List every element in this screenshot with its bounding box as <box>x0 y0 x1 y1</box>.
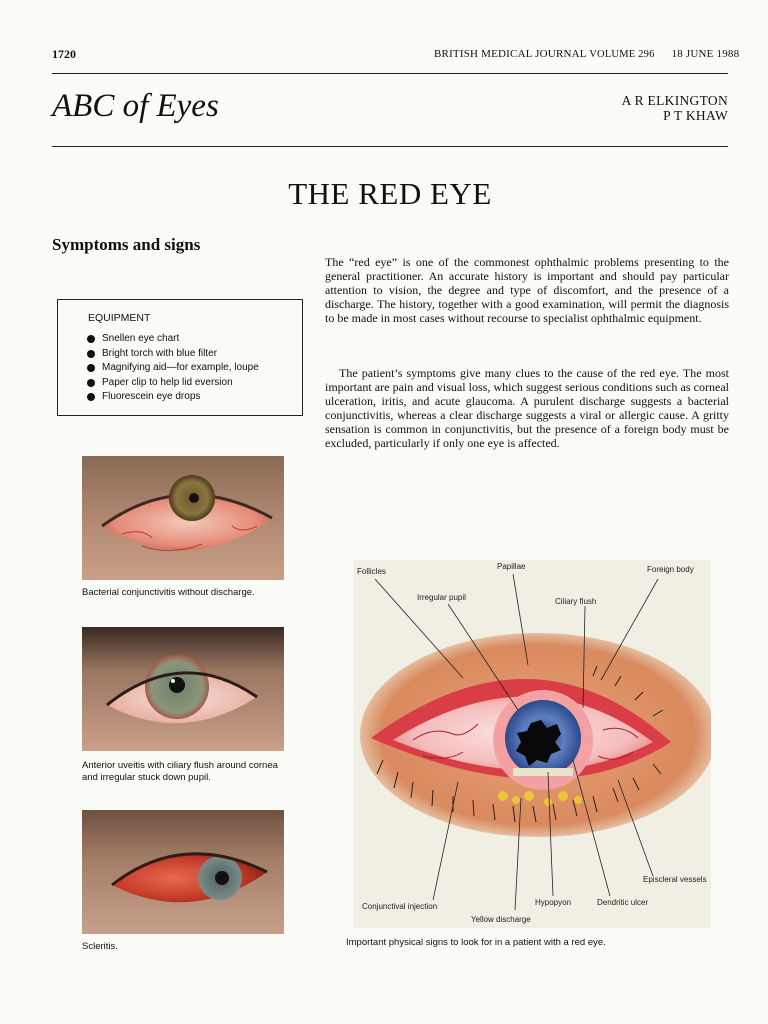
equipment-list <box>87 332 259 405</box>
author-1: A R ELKINGTON <box>621 93 728 108</box>
eye-illustration <box>353 560 711 928</box>
bullet-icon <box>87 364 95 372</box>
diagram-caption: Important physical signs to look for in a patient with a red eye. <box>346 937 606 948</box>
label-yellow-discharge: Yellow discharge <box>471 915 531 924</box>
photo-scleritis <box>82 810 284 934</box>
authors <box>622 93 728 123</box>
label-conjunctival-injection: Conjunctival injection <box>362 902 438 911</box>
photo-caption-3: Scleritis. <box>82 941 118 952</box>
bullet-icon <box>87 335 95 343</box>
journal-name: BRITISH MEDICAL JOURNAL <box>434 48 587 60</box>
body-paragraph-2: The patient’s symptoms give many clues to the cause of the red eye. The most important are pain and visual loss, which suggest serious conditions such as corneal ulceration, iritis, and acute glaucoma. A purulent discharge suggests a bacterial conjunctivitis, whereas a clear discharge suggests a viral or allergic cause. A gritty sensation is common in conjunctivitis, but the presence of a foreign body must be excluded, particularly if only one eye is affected. <box>325 366 729 450</box>
header-rule-bottom <box>52 146 728 147</box>
article-title: THE RED EYE <box>288 176 492 211</box>
equipment-item: Paper clip to help lid eversion <box>87 376 259 391</box>
label-foreign-body: Foreign body <box>647 565 694 574</box>
journal-volume: VOLUME 296 <box>589 49 655 60</box>
equipment-item: Magnifying aid—for example, loupe <box>87 361 259 376</box>
red-eye-diagram <box>353 560 711 928</box>
photo-caption-2: Anterior uveitis with ciliary flush around cornea and irregular stuck down pupil. <box>82 760 278 783</box>
label-follicles: Follicles <box>357 567 386 576</box>
label-ciliary-flush: Ciliary flush <box>555 597 597 606</box>
equipment-title: EQUIPMENT <box>88 312 151 324</box>
label-episcleral-vessels: Episcleral vessels <box>643 875 707 884</box>
header-rule-top <box>52 73 728 74</box>
photo-caption-1: Bacterial conjunctivitis without discharge. <box>82 587 255 598</box>
body-paragraph-1: The “red eye” is one of the commonest ophthalmic problems presenting to the general practitioner. An accurate history is important and should pay particular attention to vision, the degree and type of discomfort, and the presence of a discharge. The history, together with a good examination, will permit the diagnosis to be made in most cases without recourse to specialist ophthalmic equipment. <box>325 255 729 325</box>
page-number: 1720 <box>52 47 76 61</box>
label-papillae: Papillae <box>497 562 526 571</box>
bullet-icon <box>87 350 95 358</box>
author-2: P T KHAW <box>663 108 728 123</box>
photo-bacterial-conjunctivitis <box>82 456 284 580</box>
equipment-item: Snellen eye chart <box>87 332 259 347</box>
label-dendritic-ulcer: Dendritic ulcer <box>597 898 649 907</box>
bullet-icon <box>87 379 95 387</box>
section-heading: Symptoms and signs <box>52 235 201 254</box>
label-irregular-pupil: Irregular pupil <box>417 593 466 602</box>
journal-header <box>434 48 739 60</box>
equipment-item: Fluorescein eye drops <box>87 390 259 405</box>
journal-date: 18 JUNE 1988 <box>671 48 740 60</box>
equipment-box <box>57 299 303 416</box>
label-hypopyon: Hypopyon <box>535 898 572 907</box>
series-title: ABC of Eyes <box>52 88 219 124</box>
bullet-icon <box>87 393 95 401</box>
photo-anterior-uveitis <box>82 627 284 751</box>
equipment-item: Bright torch with blue filter <box>87 347 259 362</box>
